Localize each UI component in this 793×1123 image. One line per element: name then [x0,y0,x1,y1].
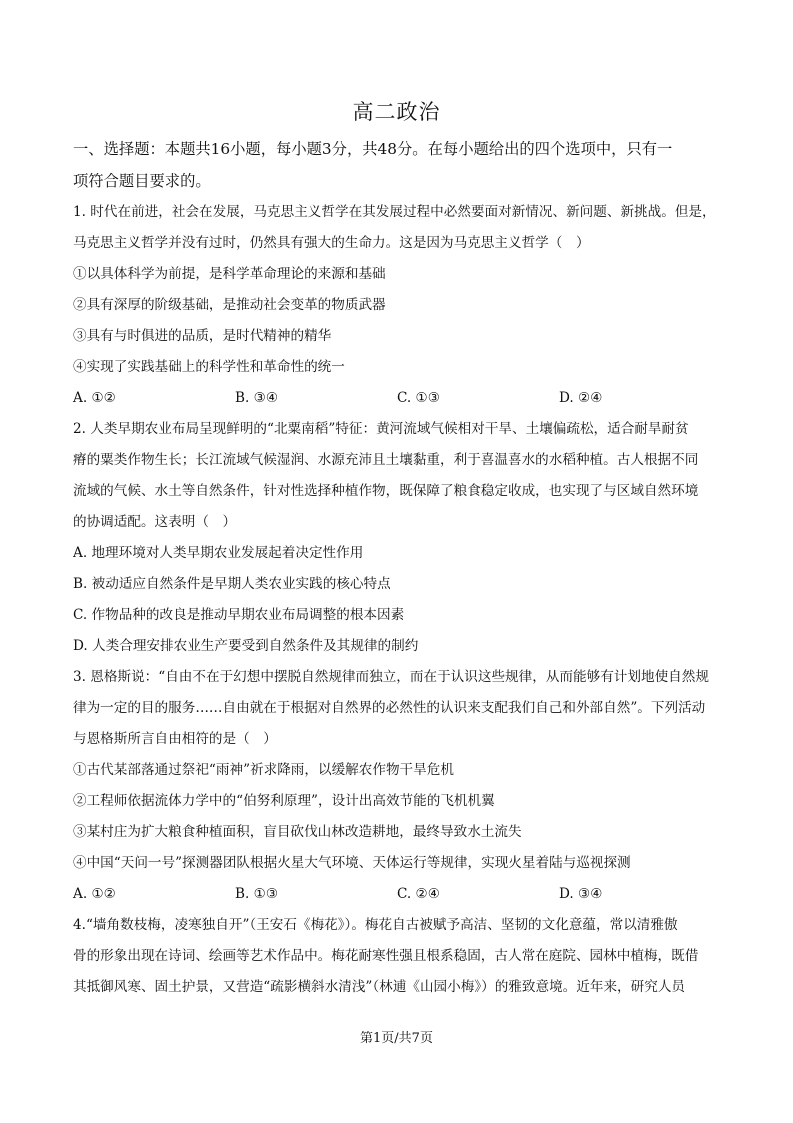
question-3 [73,662,723,910]
question-stem-line: 律为一定的目的服务……自由就在于根据对自然界的必然性的认识来支配我们自己和外部自然”。下列活动 [73,700,706,716]
page-title: 高二政治 [352,100,441,124]
section-instruction: 一、选择题：本题共16小题，每小题3分，共48分。在每小题给出的四个选项中，只有一 [73,140,673,158]
question-stem-line: 2. 人类早期农业布局呈现鲜明的“北粟南稻”特征：黄河流域气候相对干旱、土壤偏疏松，适合耐旱耐贫 [73,421,689,437]
question-stem-line: 骨的形象出现在诗词、绘画等艺术作品中。梅花耐寒性强且根系稳固，古人常在庭院、园林中植梅，既借 [73,948,699,964]
statement-item: ④实现了实践基础上的科学性和革命性的统一 [73,359,345,375]
document-body [73,133,723,1003]
answer-options [73,383,723,414]
question-stem-line: 其抵御风寒、固土护景，又营造“疏影横斜水清浅”（林逋《山园小梅》）的雅致意境。近年来，研究人员 [73,979,686,995]
question-stem-line: 与恩格斯所言自由相符的是（ ） [73,731,277,747]
statement-item: ②工程师依据流体力学中的“伯努利原理”，设计出高效节能的飞机机翼 [73,793,495,809]
option-a: A. 地理环境对人类早期农业发展起着决定性作用 [73,545,364,561]
question-stem-line: 瘠的粟类作物生长；长江流域气候湿润、水源充沛且土壤黏重，利于喜温喜水的水稻种植。古人根据不同 [73,452,699,468]
statement-item: ③某村庄为扩大粮食种植面积，盲目砍伐山林改造耕地，最终导致水土流失 [73,824,522,840]
statement-item: ②具有深厚的阶级基础，是推动社会变革的物质武器 [73,297,386,313]
statement-item: ①以具体科学为前提，是科学革命理论的来源和基础 [73,266,386,282]
question-2 [73,414,723,662]
question-stem-line: 3. 恩格斯说：“自由不在于幻想中摆脱自然规律而独立，而在于认识这些规律，从而能够有计划地使自然规 [73,669,709,685]
question-stem-line: 流域的气候、水土等自然条件，针对性选择种植作物，既保障了粮食稳定收成，也实现了与区域自然环境 [73,483,699,499]
option-c: C. 作物品种的改良是推动早期农业布局调整的根本因素 [73,607,405,623]
option-c: C. ①③ [397,390,440,406]
statement-item: ①古代某部落通过祭祀“雨神”祈求降雨，以缓解农作物干旱危机 [73,762,454,778]
statement-item: ③具有与时俱进的品质，是时代精神的精华 [73,328,332,344]
option-b: B. ③④ [235,390,279,406]
option-a: A. ①② [73,390,116,406]
section-instruction-cont: 项符合题目要求的。 [73,172,211,190]
option-a: A. ①② [73,886,116,902]
question-stem-line: 的协调适配。这表明（ ） [73,514,237,530]
option-c: C. ②④ [397,886,440,902]
option-b: B. 被动适应自然条件是早期人类农业实践的核心特点 [73,576,391,592]
option-b: B. ①③ [235,886,279,902]
question-stem-line: 4.“墙角数枝梅，凌寒独自开”（王安石《梅花》）。梅花自古被赋予高洁、坚韧的文化意蕴，常以清雅傲 [73,917,678,933]
option-d: D. 人类合理安排农业生产要受到自然条件及其规律的制约 [73,638,419,654]
option-d: D. ②④ [559,390,603,406]
question-stem-line: 1. 时代在前进，社会在发展，马克思主义哲学在其发展过程中必然要面对新情况、新问题、新挑战。但是， [73,204,716,220]
question-stem-line: 马克思主义哲学并没有过时，仍然具有强大的生命力。这是因为马克思主义哲学（ ） [73,235,590,251]
option-d: D. ③④ [559,886,603,902]
answer-options [73,879,723,910]
page-footer: 第1页/共7页 [360,1031,433,1046]
statement-item: ④中国“天问一号”探测器团队根据火星大气环境、天体运行等规律，实现火星着陆与巡视探测 [73,855,631,871]
question-4 [73,910,723,1003]
question-1 [73,197,723,414]
